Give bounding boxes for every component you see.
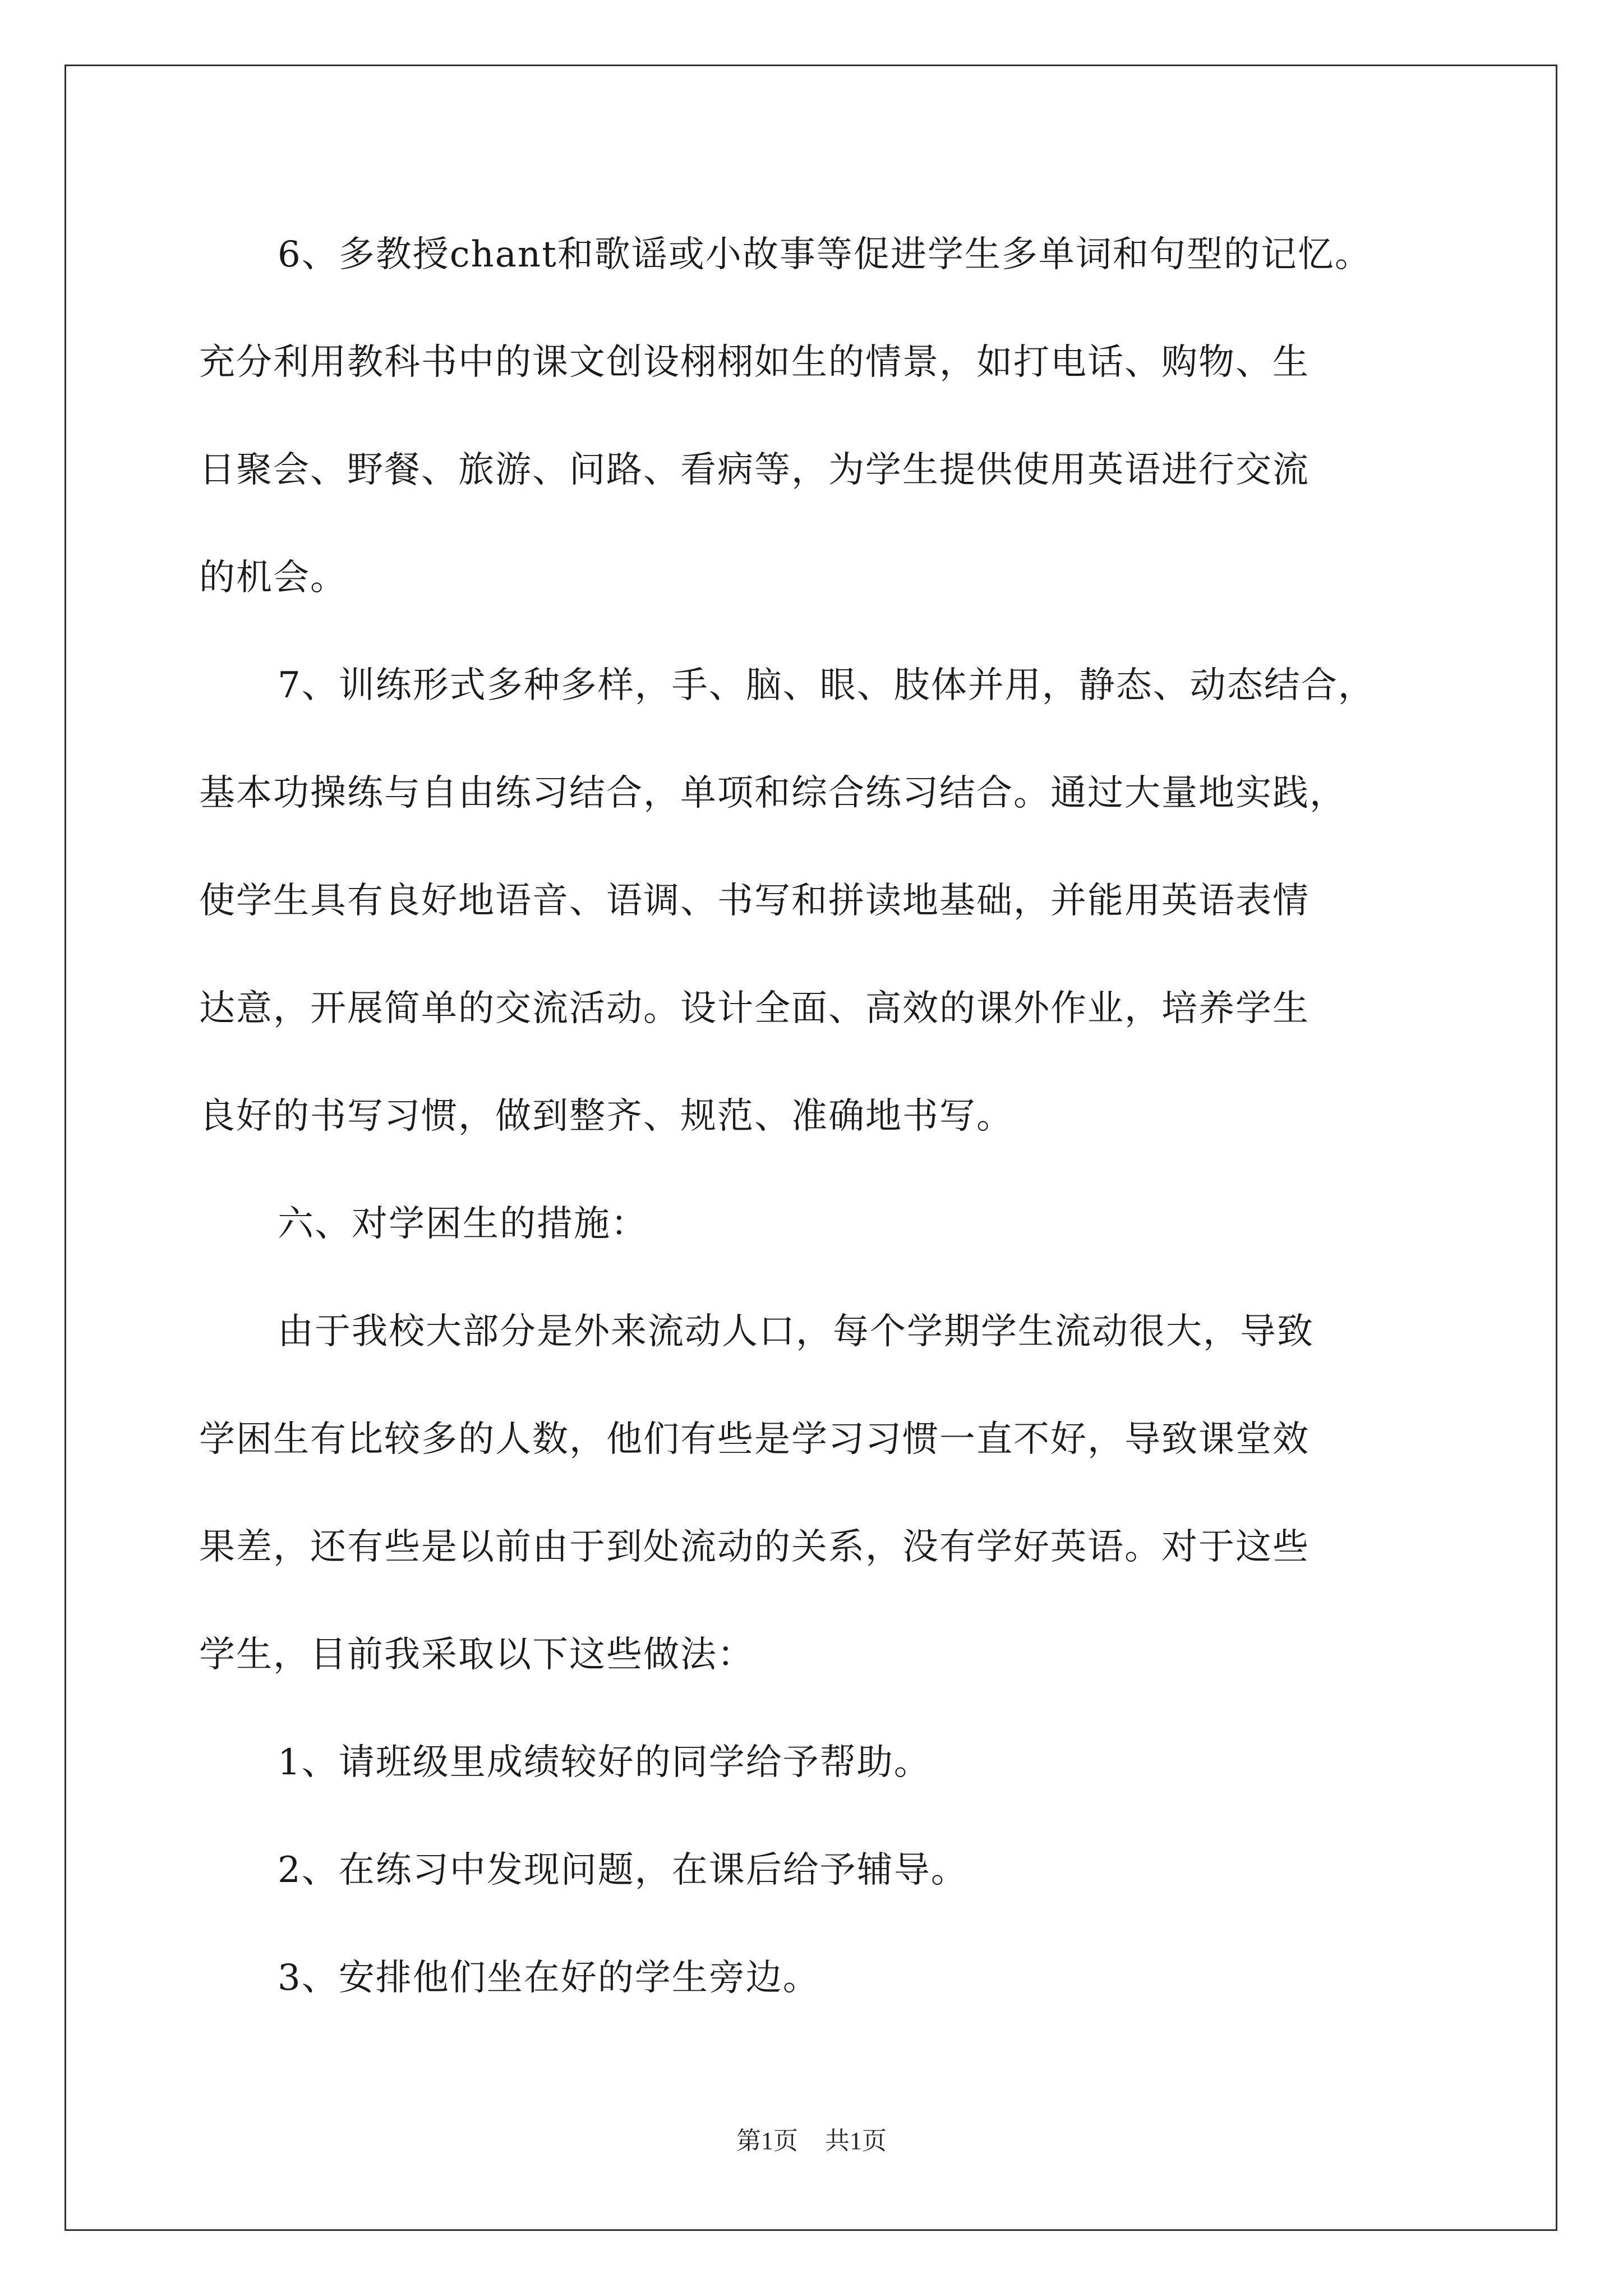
- text-line: 的机会。: [199, 557, 347, 599]
- text-line: 日聚会、野餐、旅游、问路、看病等，为学生提供使用英语进行交流: [199, 449, 1310, 491]
- text-line: 使学生具有良好地语音、语调、书写和拼读地基础，并能用英语表情: [199, 880, 1310, 922]
- list-item: 3、安排他们坐在好的学生旁边。: [278, 1957, 820, 1999]
- text-line: 学困生有比较多的人数，他们有些是学习习惯一直不好，导致课堂效: [199, 1419, 1310, 1460]
- text-line: 6、多教授chant和歌谣或小故事等促进学生多单词和句型的记忆。: [278, 234, 1372, 275]
- text-line: 达意，开展简单的交流活动。设计全面、高效的课外作业，培养学生: [199, 988, 1310, 1029]
- list-item: 1、请班级里成绩较好的同学给予帮助。: [278, 1742, 931, 1783]
- page-number-current: 第1页: [736, 2127, 798, 2155]
- list-item: 2、在练习中发现问题，在课后给予辅导。: [278, 1849, 968, 1891]
- text-line: 充分利用教科书中的课文创设栩栩如生的情景，如打电话、购物、生: [199, 342, 1310, 383]
- text-line: 基本功操练与自由练习结合，单项和综合练习结合。通过大量地实践，: [199, 772, 1347, 814]
- page-footer: [0, 2120, 1623, 2156]
- text-line: 果差，还有些是以前由于到处流动的关系，没有学好英语。对于这些: [199, 1526, 1310, 1568]
- page-number-total: 共1页: [825, 2127, 887, 2155]
- text-line: 由于我校大部分是外来流动人口，每个学期学生流动很大，导致: [278, 1311, 1314, 1352]
- text-line: 良好的书写习惯，做到整齐、规范、准确地书写。: [199, 1096, 1013, 1137]
- text-line: 7、训练形式多种多样，手、脑、眼、肢体并用，静态、动态结合，: [278, 665, 1375, 706]
- document-body: [199, 201, 1433, 2032]
- section-heading: 六、对学困生的措施：: [278, 1203, 648, 1245]
- text-line: 学生，目前我采取以下这些做法：: [199, 1634, 754, 1676]
